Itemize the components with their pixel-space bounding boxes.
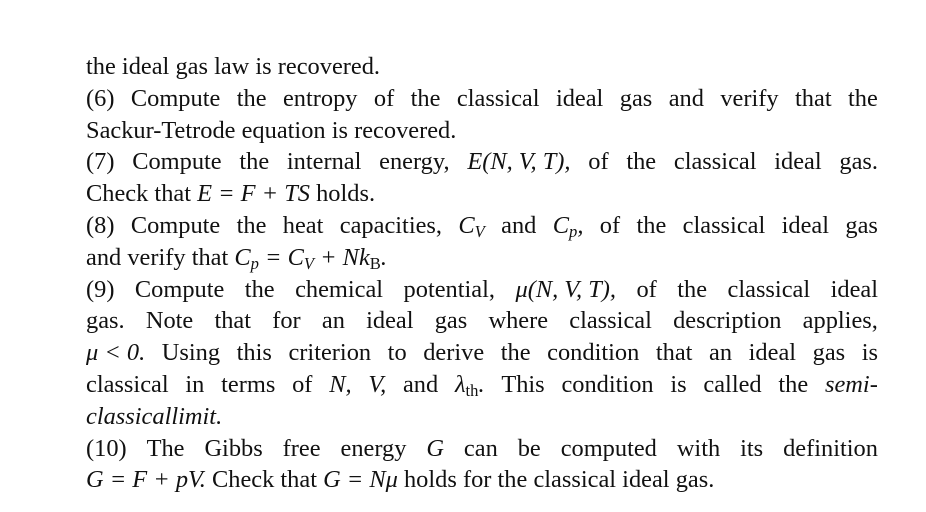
word: the (778, 370, 809, 398)
word: law (214, 53, 250, 80)
word: the (677, 275, 708, 303)
item-number: (8) (86, 211, 115, 239)
word: classical (533, 466, 617, 494)
word: in (185, 370, 205, 398)
word: called (703, 370, 762, 398)
word: Compute (130, 211, 221, 239)
word: its (740, 434, 764, 462)
word: the (244, 275, 275, 303)
word: verify (720, 84, 779, 112)
word: for (462, 466, 492, 494)
word: condition (561, 370, 654, 398)
item-number: (7) (86, 148, 115, 176)
word: entropy (282, 84, 358, 112)
word: classical (673, 148, 757, 176)
word: definition (783, 434, 878, 462)
word: heat (282, 211, 324, 239)
word: that (154, 180, 191, 208)
text-line (86, 369, 878, 401)
word: classical (86, 370, 169, 398)
word: recovered. (277, 53, 381, 80)
word: ideal (121, 53, 170, 80)
word: Note (145, 307, 194, 335)
word: the (86, 53, 116, 80)
word: gas (434, 307, 468, 335)
text-line (86, 178, 878, 210)
word: Check (86, 180, 149, 208)
word: of (373, 84, 395, 112)
word: classical (682, 211, 766, 239)
word: gas (845, 211, 878, 239)
math-expression: G (426, 434, 444, 462)
word: the (497, 466, 528, 494)
text-line (86, 51, 878, 83)
word: the (236, 211, 267, 239)
word: recovered. (354, 116, 457, 144)
word: ideal (830, 275, 878, 303)
math-expression: $C_V$ (458, 211, 485, 242)
word: that (795, 84, 832, 112)
word: is (331, 116, 348, 144)
math-expression: $C_p$, (552, 211, 584, 242)
word: ideal (774, 148, 822, 176)
word: criterion (288, 339, 372, 367)
text-line (86, 401, 878, 433)
text-line (86, 83, 878, 115)
item-number: (10) (86, 434, 127, 462)
text-line (86, 210, 878, 242)
text-line (86, 146, 878, 178)
word: that (655, 339, 693, 367)
word: ideal (622, 466, 670, 494)
word: with (676, 434, 721, 462)
word: and (668, 84, 704, 112)
word: can (463, 434, 498, 462)
word: description (673, 307, 782, 335)
word: holds (403, 466, 457, 494)
emphasized-word: classical (86, 402, 172, 430)
word: that (280, 466, 317, 494)
word: condition (547, 339, 640, 367)
math-expression: E(N, V, T), (467, 148, 571, 176)
word: free (282, 434, 321, 462)
word: Check (211, 466, 275, 494)
word: computed (560, 434, 657, 462)
text-line (86, 433, 878, 465)
word: ideal (781, 211, 830, 239)
word: classical (456, 84, 540, 112)
word: of (636, 275, 657, 303)
emphasized-word: limit. (171, 402, 223, 430)
word: Gibbs (204, 434, 263, 462)
word: classical (569, 307, 652, 335)
word: of (599, 211, 621, 239)
word: that (214, 307, 252, 335)
word: holds. (316, 180, 376, 208)
word: applies, (802, 307, 878, 335)
word: the (500, 339, 531, 367)
word: gas (812, 339, 846, 367)
word: gas (619, 84, 653, 112)
word: ideal (748, 339, 797, 367)
problem-text (86, 51, 878, 496)
word: an (321, 307, 345, 335)
word: is (861, 339, 878, 367)
emphasized-word: semi- (824, 370, 878, 398)
word: be (517, 434, 541, 462)
word: derive (423, 339, 485, 367)
word: the (239, 148, 270, 176)
text-line (86, 305, 878, 337)
word: and (501, 211, 537, 239)
word: gas (175, 53, 208, 80)
math-expression: $C_p = C_V + Nk_B$. (234, 243, 387, 273)
word: Sackur-Tetrode (86, 116, 236, 144)
word: is (670, 370, 687, 398)
word: verify (127, 243, 186, 271)
item-number: (9) (86, 275, 115, 303)
word: internal (286, 148, 362, 176)
word: is (255, 53, 272, 80)
word: ideal (366, 307, 414, 335)
word: chemical (295, 275, 384, 303)
word: where (488, 307, 549, 335)
word: for (272, 307, 301, 335)
word: and (86, 243, 122, 271)
word: of (588, 148, 609, 176)
text-line (86, 242, 878, 274)
word: the (410, 84, 441, 112)
text-line (86, 274, 878, 306)
word: capacities, (339, 211, 443, 239)
word: to (387, 339, 407, 367)
word: this (236, 339, 272, 367)
word: of (292, 370, 313, 398)
word: terms (221, 370, 276, 398)
word: classical (727, 275, 811, 303)
word: the (848, 84, 878, 112)
text-line (86, 115, 878, 147)
word: Compute (132, 148, 222, 176)
word: gas. (675, 466, 715, 494)
math-expression: G = Nμ (323, 466, 398, 494)
math-expression: N, (329, 370, 352, 398)
word: energy, (379, 148, 450, 176)
word: This (501, 370, 545, 398)
math-expression: E = F + TS (197, 180, 310, 208)
word: the (236, 84, 267, 112)
math-expression: V, (368, 370, 387, 398)
word: ideal (555, 84, 604, 112)
word: and (402, 370, 439, 398)
word: gas. (86, 307, 125, 335)
math-expression: $\lambda_{th}$. (454, 370, 485, 401)
word: potential, (403, 275, 495, 303)
text-line (86, 337, 878, 369)
word: that (191, 243, 229, 271)
word: gas. (839, 148, 878, 176)
word: Compute (134, 275, 225, 303)
word: the (636, 211, 667, 239)
word: Using (161, 339, 221, 367)
word: The (146, 434, 185, 462)
word: an (709, 339, 733, 367)
item-number: (6) (86, 84, 115, 112)
math-expression: μ < 0. (86, 339, 146, 367)
word: Compute (130, 84, 221, 112)
math-expression: μ(N, V, T), (515, 275, 617, 303)
text-line (86, 464, 878, 496)
word: energy (340, 434, 407, 462)
word: the (626, 148, 657, 176)
word: equation (241, 116, 326, 144)
math-expression: G = F + pV. (86, 466, 206, 494)
